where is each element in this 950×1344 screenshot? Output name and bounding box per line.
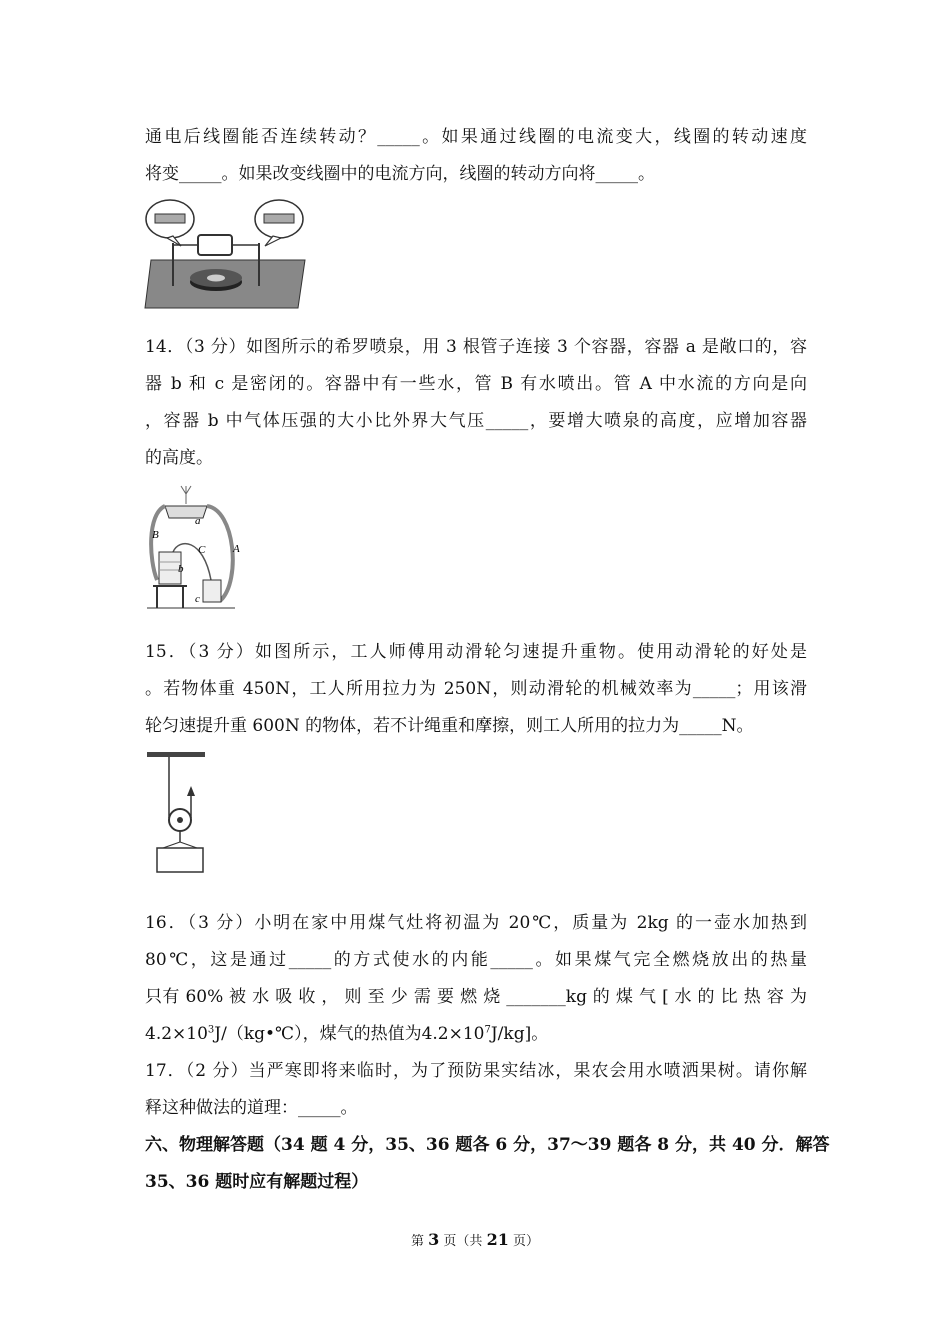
q14-line-4: 的高度。 xyxy=(145,448,213,468)
q13-line-1: 通电后线圈能否连续转动？_____。如果通过线圈的电流变大，线圈的转动速度 xyxy=(145,127,807,147)
container-c xyxy=(203,580,221,602)
label-A: A xyxy=(233,543,240,555)
q15-line-3: 轮匀速提升重 600N 的物体，若不计绳重和摩擦，则工人所用的拉力为_____N。 xyxy=(145,716,754,736)
motor-coil-figure xyxy=(143,198,308,310)
total-pages: 21 xyxy=(486,1230,509,1249)
q13-line-2: 将变_____。如果改变线圈中的电流方向，线圈的转动方向将_____。 xyxy=(145,164,655,184)
q15-line-2: 。若物体重 450N，工人所用拉力为 250N，则动滑轮的机械效率为_____；用该滑 xyxy=(145,679,807,699)
q15-line-1: 15．（3 分）如图所示，工人师傅用动滑轮匀速提升重物。使用动滑轮的好处是 xyxy=(145,642,807,662)
hero-fountain-figure xyxy=(143,480,253,610)
page-footer: 第 3 页（共 21 页） xyxy=(411,1230,539,1249)
q16-line-1: 16．（3 分）小明在家中用煤气灶将初温为 20℃，质量为 2kg 的一壶水加热到 xyxy=(145,913,807,933)
label-C: C xyxy=(198,544,206,556)
q14-line-2: 器 b 和 c 是密闭的。容器中有一些水，管 B 有水喷出。管 A 中水流的方向是向 xyxy=(145,374,807,394)
label-b: b xyxy=(178,563,184,575)
pulley-figure xyxy=(145,750,215,876)
current-page: 3 xyxy=(428,1230,440,1249)
section-6-heading-line-2: 35、36 题时应有解题过程） xyxy=(145,1172,369,1192)
q14-line-1: 14．（3 分）如图所示的希罗喷泉，用 3 根管子连接 3 个容器，容器 a 是敞口的，容 xyxy=(145,337,807,357)
q16-line-2: 80℃，这是通过_____的方式使水的内能_____。如果煤气完全燃烧放出的热量 xyxy=(145,950,807,970)
right-bubble-magnet xyxy=(264,214,294,223)
ceiling xyxy=(147,752,205,757)
load-box xyxy=(157,848,203,872)
label-B: B xyxy=(152,529,159,541)
q16-line-3: 只有 60% 被 水 吸 收 ， 则 至 少 需 要 燃 烧 _______kg 的 煤 气 [ 水 的 比 热 容 为 xyxy=(145,987,807,1007)
container-a xyxy=(165,506,207,518)
section-6-heading-line-1: 六、物理解答题（34 题 4 分，35、36 题各 6 分，37～39 题各 8 分，共 40 分．解答 xyxy=(145,1135,830,1155)
q17-line-1: 17．（2 分）当严寒即将来临时，为了预防果实结冰，果农会用水喷洒果树。请你解 xyxy=(145,1061,807,1081)
label-c: c xyxy=(195,593,200,605)
q17-line-2: 释这种做法的道理：_____。 xyxy=(145,1098,358,1118)
q16-line-4: $4.2\times 10^3J/(kg•℃)$，煤气的热值为$4.2\times 10^7J/kg$]。 xyxy=(145,1024,549,1044)
label-a: a xyxy=(195,515,201,527)
pull-arrow xyxy=(187,786,195,796)
coil xyxy=(198,235,232,255)
q14-line-3: ，容器 b 中气体压强的大小比外界大气压_____，要增大喷泉的高度，应增加容器 xyxy=(145,411,807,431)
left-bubble-magnet xyxy=(155,214,185,223)
